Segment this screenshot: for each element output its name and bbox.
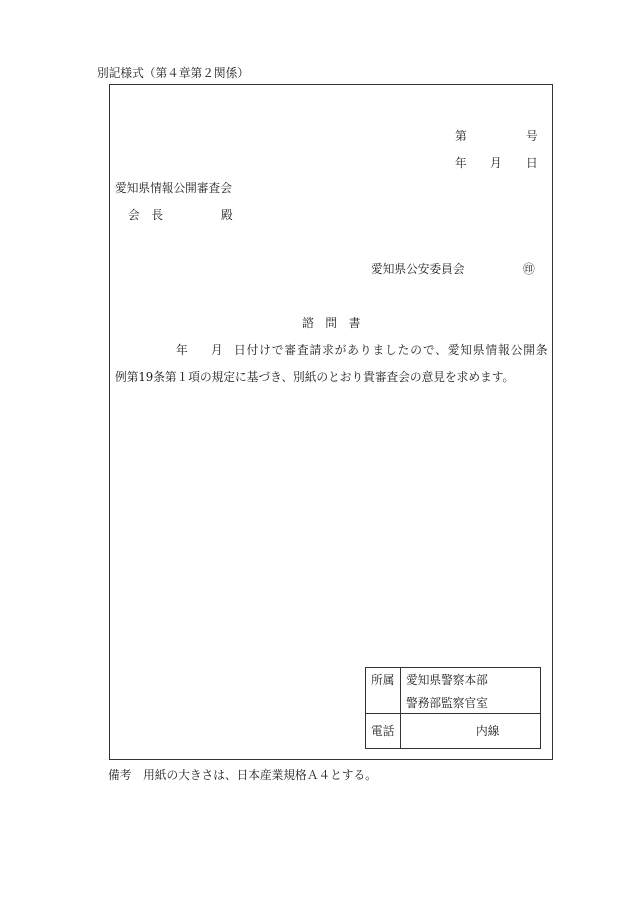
document-number-prefix: 第 (455, 129, 467, 143)
body-text-line-2: 例第19条第１項の規定に基づき、別紙のとおり貴審査会の意見を求めます。 (115, 370, 515, 384)
remarks-note: 備考 用紙の大きさは、日本産業規格Ａ４とする。 (108, 768, 377, 782)
extension-label: 内線 (476, 724, 500, 738)
addressee-title: 会 長 (128, 208, 164, 222)
body-month-label: 月 (211, 343, 223, 357)
affiliation-line-2: 警務部監察官室 (406, 696, 488, 710)
date-month-label: 月 (490, 156, 502, 170)
date-year-label: 年 (455, 156, 467, 170)
form-style-note: 別記様式（第４章第２関係） (97, 66, 249, 80)
document-title: 諮 問 書 (302, 316, 361, 330)
body-text-line-1: 日付けで審査請求がありましたので、愛知県情報公開条 (234, 343, 549, 357)
body-year-label: 年 (176, 343, 188, 357)
addressee-organization: 愛知県情報公開審査会 (115, 181, 232, 195)
sender-organization: 愛知県公安委員会 (371, 262, 465, 276)
date-day-label: 日 (526, 156, 538, 170)
contact-table-row-divider (365, 713, 541, 714)
document-number-suffix: 号 (526, 129, 538, 143)
affiliation-line-1: 愛知県警察本部 (406, 673, 488, 687)
phone-label: 電話 (371, 724, 395, 738)
contact-table-column-divider (400, 667, 401, 749)
seal-mark-icon: ㊞ (523, 262, 535, 276)
addressee-honorific: 殿 (221, 208, 233, 222)
affiliation-label: 所属 (371, 673, 395, 687)
